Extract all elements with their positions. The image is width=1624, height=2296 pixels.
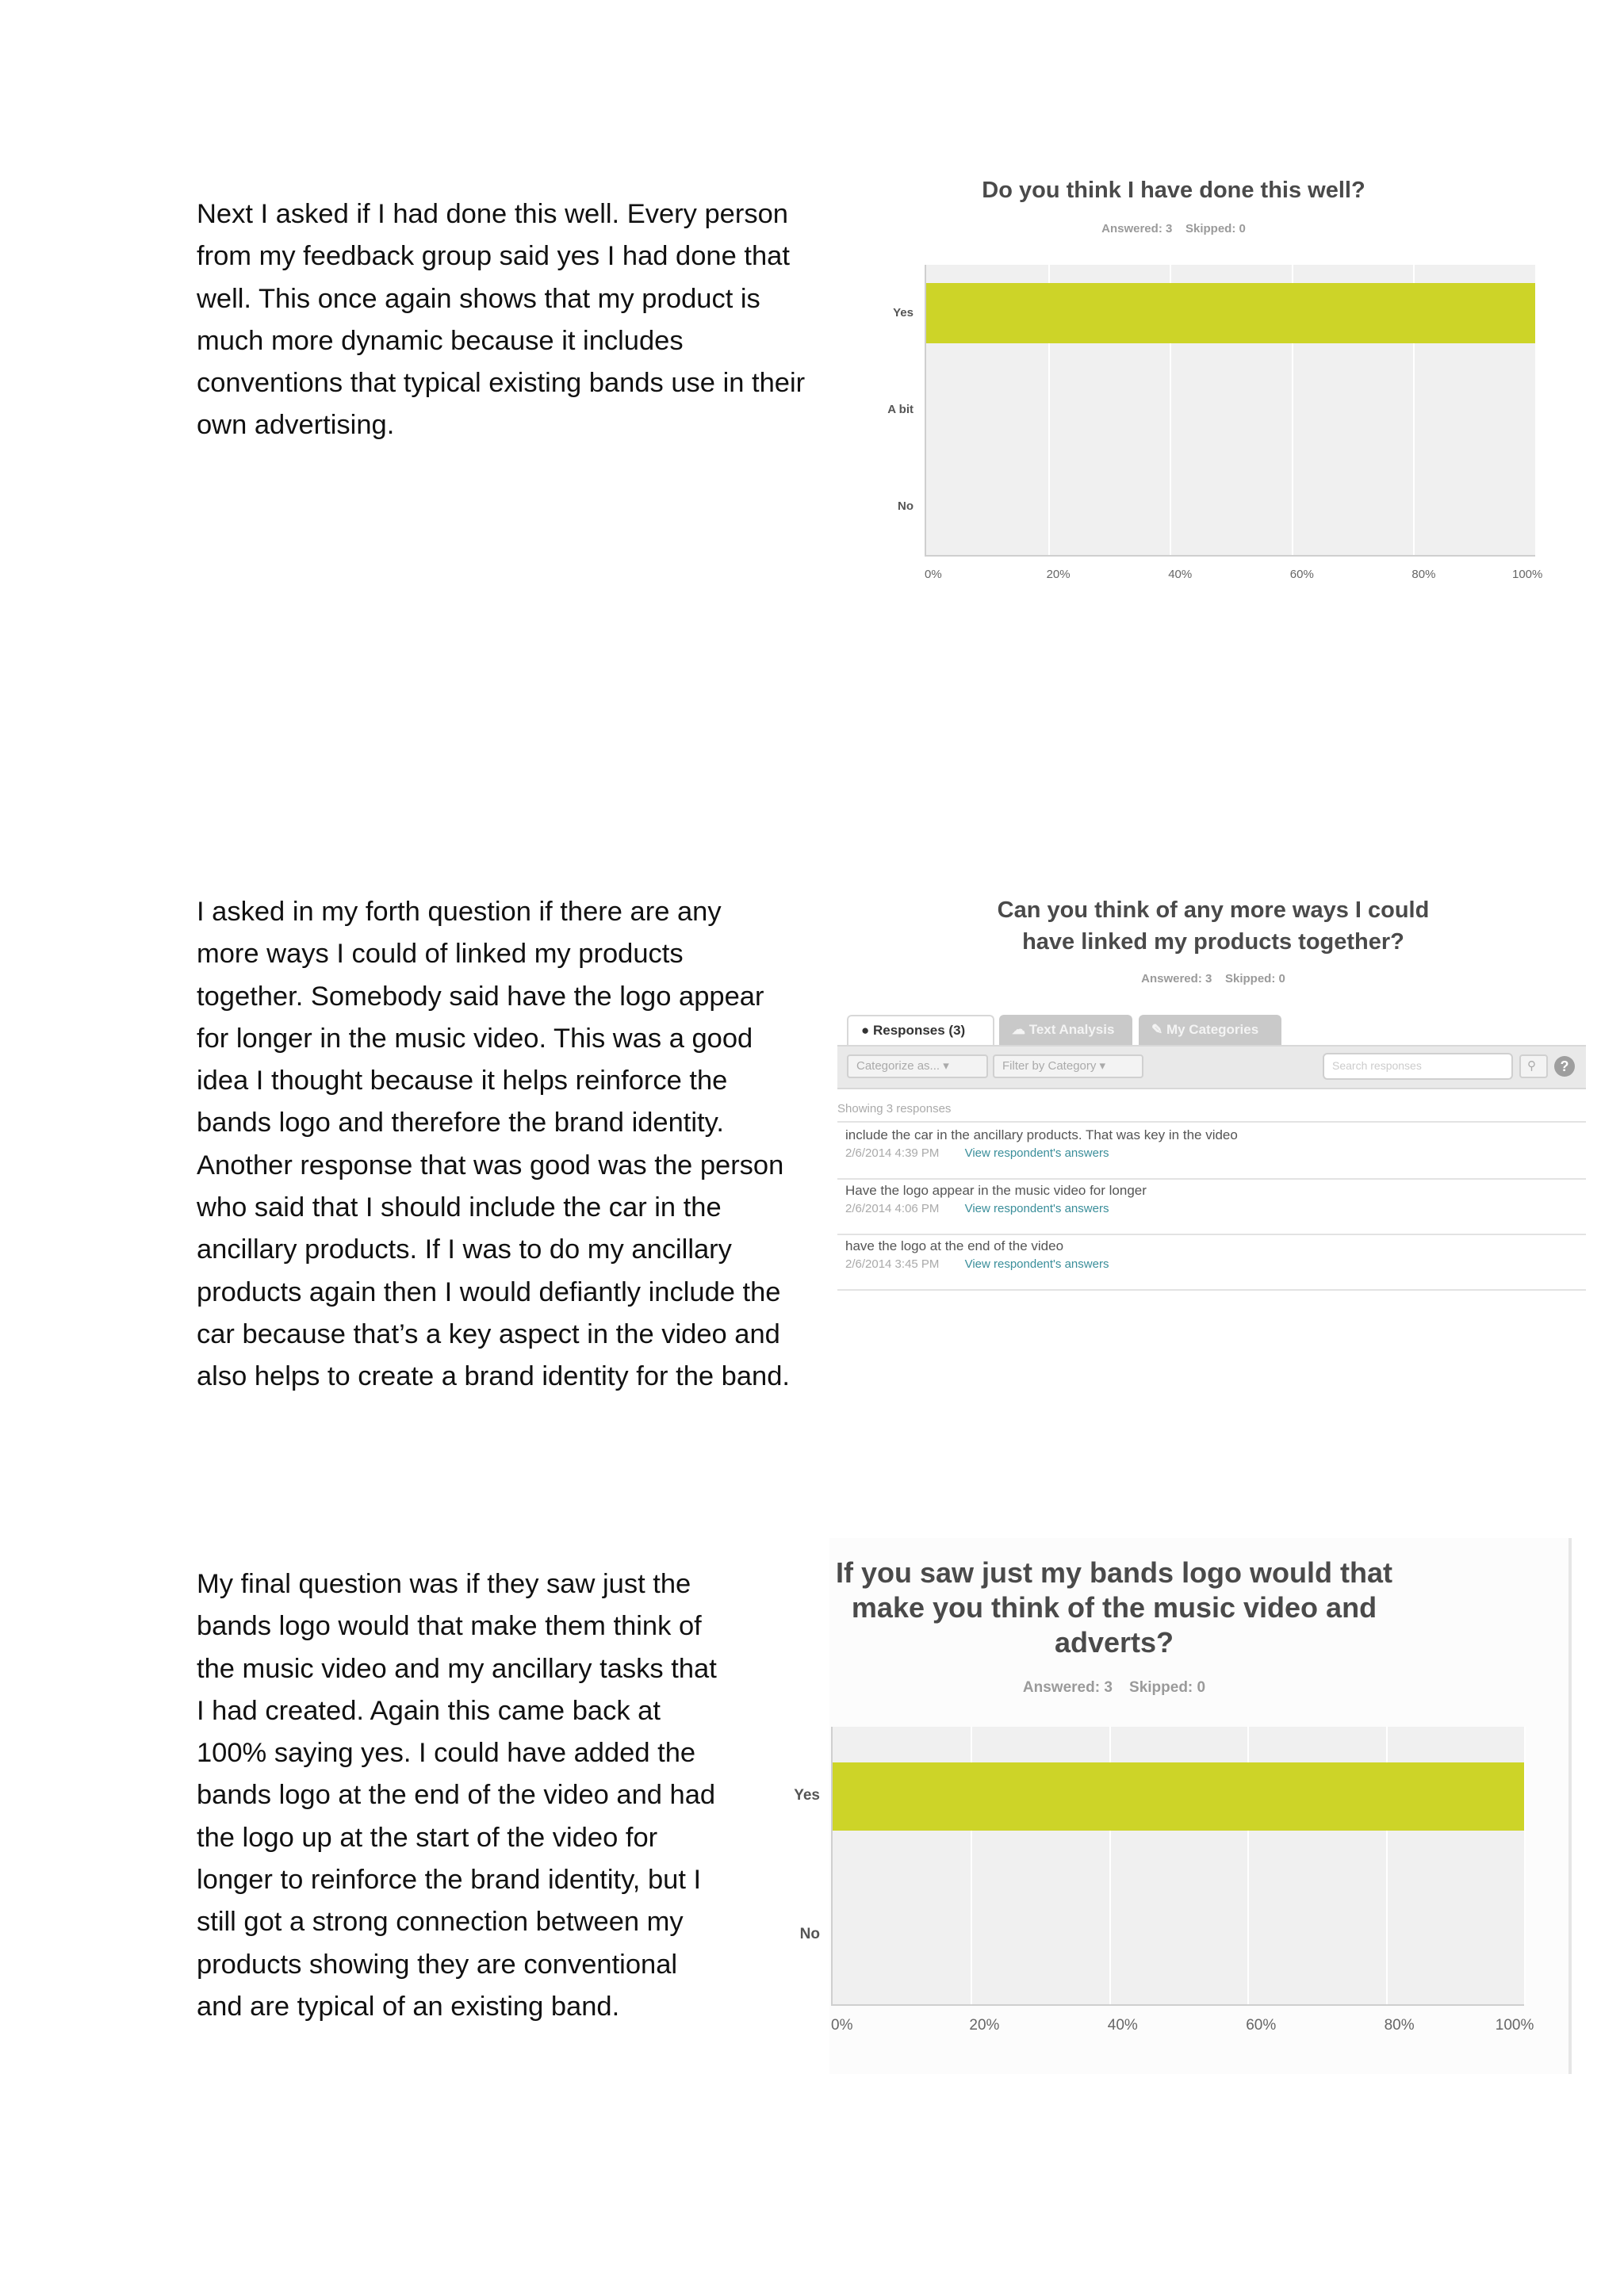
response-meta [845, 1202, 1109, 1215]
categorize-dropdown[interactable]: Categorize as... ▾ [847, 1054, 988, 1078]
chart-title-line: adverts? [1054, 1626, 1174, 1659]
widget-title [912, 894, 1515, 958]
widget-title-line: Can you think of any more ways I could [997, 897, 1430, 923]
text-line: longer to reinforce the brand identity, but I [197, 1865, 702, 1896]
text-line: well. This once again shows that my product is [197, 283, 760, 314]
tick-label: 100% [1512, 568, 1543, 581]
text-line: together. Somebody said have the logo appear [197, 981, 764, 1012]
chart-title [825, 1556, 1404, 1660]
category-label: No [799, 1926, 820, 1943]
bar-yes [926, 283, 1535, 343]
text-line: Next I asked if I had done this well. Every person [197, 199, 788, 229]
tick-label: 0% [831, 2017, 853, 2034]
chart-answered-skipped [936, 222, 1411, 235]
chart-title-line: make you think of the music video and [851, 1591, 1377, 1624]
search-button[interactable] [1519, 1054, 1548, 1078]
paragraph-done-well [197, 193, 805, 447]
category-label: No [898, 499, 914, 513]
view-answers-link[interactable]: View respondent's answers [964, 1146, 1109, 1160]
category-label: Yes [794, 1787, 820, 1804]
bar-yes [833, 1762, 1524, 1831]
filter-dropdown[interactable]: Filter by Category ▾ [993, 1054, 1143, 1078]
text-line: still got a strong connection between my [197, 1907, 684, 1938]
tab-responses[interactable]: ● Responses (3) [847, 1015, 994, 1045]
text-line: the music video and my ancillary tasks that [197, 1653, 717, 1684]
tick-label: 80% [1411, 568, 1436, 581]
showing-count: Showing 3 responses [837, 1102, 952, 1115]
text-line: My final question was if they saw just the [197, 1569, 691, 1599]
text-line: more ways I could of linked my products [197, 939, 684, 970]
chart-title: Do you think I have done this well? [982, 178, 1365, 203]
response-meta [845, 1146, 1109, 1160]
text-line: who said that I should include the car in the [197, 1192, 722, 1223]
gridline [1535, 265, 1537, 555]
text-line: I had created. Again this came back at [197, 1695, 661, 1726]
text-line: from my feedback group said yes I had done that [197, 241, 790, 272]
response-date: 2/6/2014 4:06 PM [845, 1202, 940, 1215]
text-line: for longer in the music video. This was a good [197, 1023, 753, 1054]
response-date: 2/6/2014 3:45 PM [845, 1257, 940, 1271]
text-line: ancillary products. If I was to do my ancillary [197, 1234, 732, 1265]
skipped-count: Skipped: 0 [1129, 1679, 1206, 1696]
search-input[interactable]: Search responses [1323, 1053, 1513, 1080]
tick-label: 40% [1168, 568, 1193, 581]
text-line: conventions that typical existing bands use in their [197, 368, 806, 399]
response-text: include the car in the ancillary products. That was key in the video [845, 1127, 1238, 1142]
chart-plot-area [831, 1727, 1524, 2006]
chart-title-line: If you saw just my bands logo would that [835, 1556, 1393, 1589]
skipped-count: Skipped: 0 [1185, 222, 1246, 235]
tick-label: 100% [1495, 2017, 1534, 2034]
text-line: much more dynamic because it includes [197, 325, 684, 356]
list-item [837, 1234, 1586, 1291]
text-line: 100% saying yes. I could have added the [197, 1738, 696, 1769]
chart-answered-skipped [876, 1679, 1352, 1697]
text-line: I asked in my forth question if there are any [197, 897, 722, 927]
tick-label: 60% [1246, 2017, 1277, 2034]
text-line: idea I thought because it helps reinforce the [197, 1066, 728, 1096]
response-meta [845, 1257, 1109, 1271]
widget-title-line: have linked my products together? [1022, 929, 1404, 955]
text-line: also helps to create a brand identity for the band. [197, 1361, 790, 1392]
text-line: and are typical of an existing band. [197, 1991, 620, 2022]
search-icon: ⚲ [1527, 1059, 1536, 1073]
skipped-count: Skipped: 0 [1225, 972, 1285, 985]
tick-label: 20% [969, 2017, 1000, 2034]
paragraph-final-question [197, 1563, 717, 2028]
text-line: own advertising. [197, 410, 395, 441]
widget-answered-skipped [975, 972, 1451, 985]
text-line: products again then I would defiantly include the [197, 1276, 781, 1307]
response-list [837, 1121, 1586, 1294]
tick-label: 80% [1384, 2017, 1415, 2034]
category-label: A bit [887, 403, 914, 416]
answered-count: Answered: 3 [1022, 1679, 1113, 1696]
responses-toolbar [837, 1045, 1586, 1089]
response-text: Have the logo appear in the music video for longer [845, 1183, 1147, 1198]
gridline [1524, 1727, 1526, 2004]
answered-count: Answered: 3 [1101, 222, 1173, 235]
list-item [837, 1123, 1586, 1180]
answered-count: Answered: 3 [1141, 972, 1212, 985]
view-answers-link[interactable]: View respondent's answers [964, 1257, 1109, 1271]
tab-my-categories[interactable]: ✎ My Categories [1139, 1015, 1281, 1045]
text-line: car because that’s a key aspect in the video and [197, 1318, 780, 1349]
text-line: the logo up at the start of the video for [197, 1822, 658, 1853]
text-line: Another response that was good was the person [197, 1150, 784, 1181]
tab-text-analysis[interactable]: ☁ Text Analysis [999, 1015, 1132, 1045]
response-text: have the logo at the end of the video [845, 1238, 1064, 1253]
category-label: Yes [893, 306, 914, 320]
tick-label: 0% [925, 568, 942, 581]
list-item [837, 1178, 1586, 1235]
help-icon[interactable]: ? [1554, 1056, 1575, 1077]
tick-label: 20% [1046, 568, 1071, 581]
response-date: 2/6/2014 4:39 PM [845, 1146, 940, 1160]
text-line: products showing they are conventional [197, 1949, 678, 1980]
view-answers-link[interactable]: View respondent's answers [964, 1202, 1109, 1215]
text-line: bands logo would that make them think of [197, 1611, 702, 1642]
text-line: bands logo and therefore the brand identity. [197, 1108, 724, 1138]
paragraph-linked-products [197, 891, 790, 1399]
tick-label: 40% [1107, 2017, 1138, 2034]
tick-label: 60% [1289, 568, 1314, 581]
chart-plot-area [925, 265, 1535, 557]
text-line: bands logo at the end of the video and had [197, 1780, 716, 1811]
